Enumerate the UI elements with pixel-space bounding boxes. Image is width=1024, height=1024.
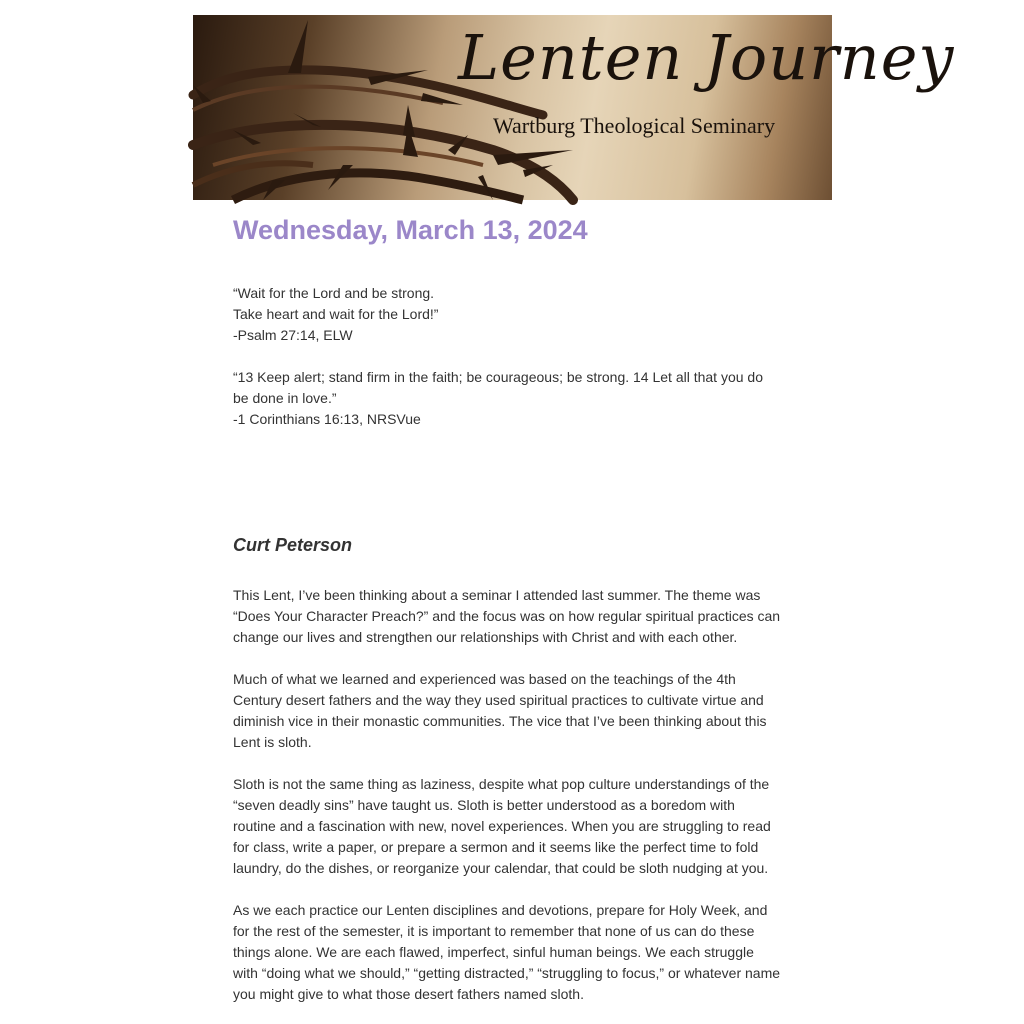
paragraph-line: Sloth is not the same thing as laziness, despite what pop culture understandings of the	[233, 776, 770, 792]
paragraph-line: Much of what we learned and experienced was based on the teachings of the 4th	[233, 671, 736, 687]
body-paragraph	[233, 774, 798, 879]
date-heading: Wednesday, March 13, 2024	[233, 215, 588, 245]
verse-citation: -1 Corinthians 16:13, NRSVue	[233, 411, 421, 427]
paragraph-line: laundry, do the dishes, or reorganize your calendar, that could be sloth nudging at you.	[233, 860, 769, 876]
devotional-content	[233, 212, 798, 1005]
header-banner	[193, 15, 955, 200]
paragraph-line: for class, write a paper, or prepare a sermon and it seems like the perfect time to fold	[233, 839, 759, 855]
body-paragraph	[233, 900, 798, 1005]
scripture-verse-corinthians	[233, 367, 798, 430]
paragraph-line: diminish vice in their monastic communities. The vice that I’ve been thinking about this	[233, 713, 767, 729]
body-paragraph	[233, 669, 798, 753]
scripture-verse-psalm	[233, 283, 798, 346]
verse-line: Take heart and wait for the Lord!”	[233, 306, 439, 322]
verse-citation: -Psalm 27:14, ELW	[233, 327, 353, 343]
author-name: Curt Peterson	[233, 535, 353, 555]
paragraph-line: change our lives and strengthen our relationships with Christ and with each other.	[233, 629, 738, 645]
paragraph-line: “seven deadly sins” have taught us. Sloth is better understood as a boredom with	[233, 797, 735, 813]
verse-line: be done in love.”	[233, 390, 337, 406]
paragraph-line: Lent is sloth.	[233, 734, 312, 750]
paragraph-line: you might give to what those desert fathers named sloth.	[233, 986, 584, 1002]
paragraph-line: Century desert fathers and the way they used spiritual practices to cultivate virtue and	[233, 692, 764, 708]
paragraph-line: with “doing what we should,” “getting distracted,” “struggling to focus,” or whatever name	[233, 965, 781, 981]
paragraph-line: things alone. We are each flawed, imperfect, sinful human beings. We each struggle	[233, 944, 754, 960]
banner-subtitle: Wartburg Theological Seminary	[493, 113, 776, 138]
paragraph-line: “Does Your Character Preach?” and the focus was on how regular spiritual practices can	[233, 608, 781, 624]
paragraph-line: for the rest of the semester, it is important to remember that none of us can do these	[233, 923, 755, 939]
paragraph-line: As we each practice our Lenten disciplines and devotions, prepare for Holy Week, and	[233, 902, 768, 918]
banner-title: Lenten Journey	[458, 21, 955, 94]
verse-line: “Wait for the Lord and be strong.	[233, 285, 435, 301]
paragraph-line: routine and a fascination with new, novel experiences. When you are struggling to read	[233, 818, 771, 834]
paragraph-line: This Lent, I’ve been thinking about a seminar I attended last summer. The theme was	[233, 587, 761, 603]
body-paragraph	[233, 585, 798, 648]
verse-line: “13 Keep alert; stand firm in the faith; be courageous; be strong. 14 Let all that you do	[233, 369, 763, 385]
